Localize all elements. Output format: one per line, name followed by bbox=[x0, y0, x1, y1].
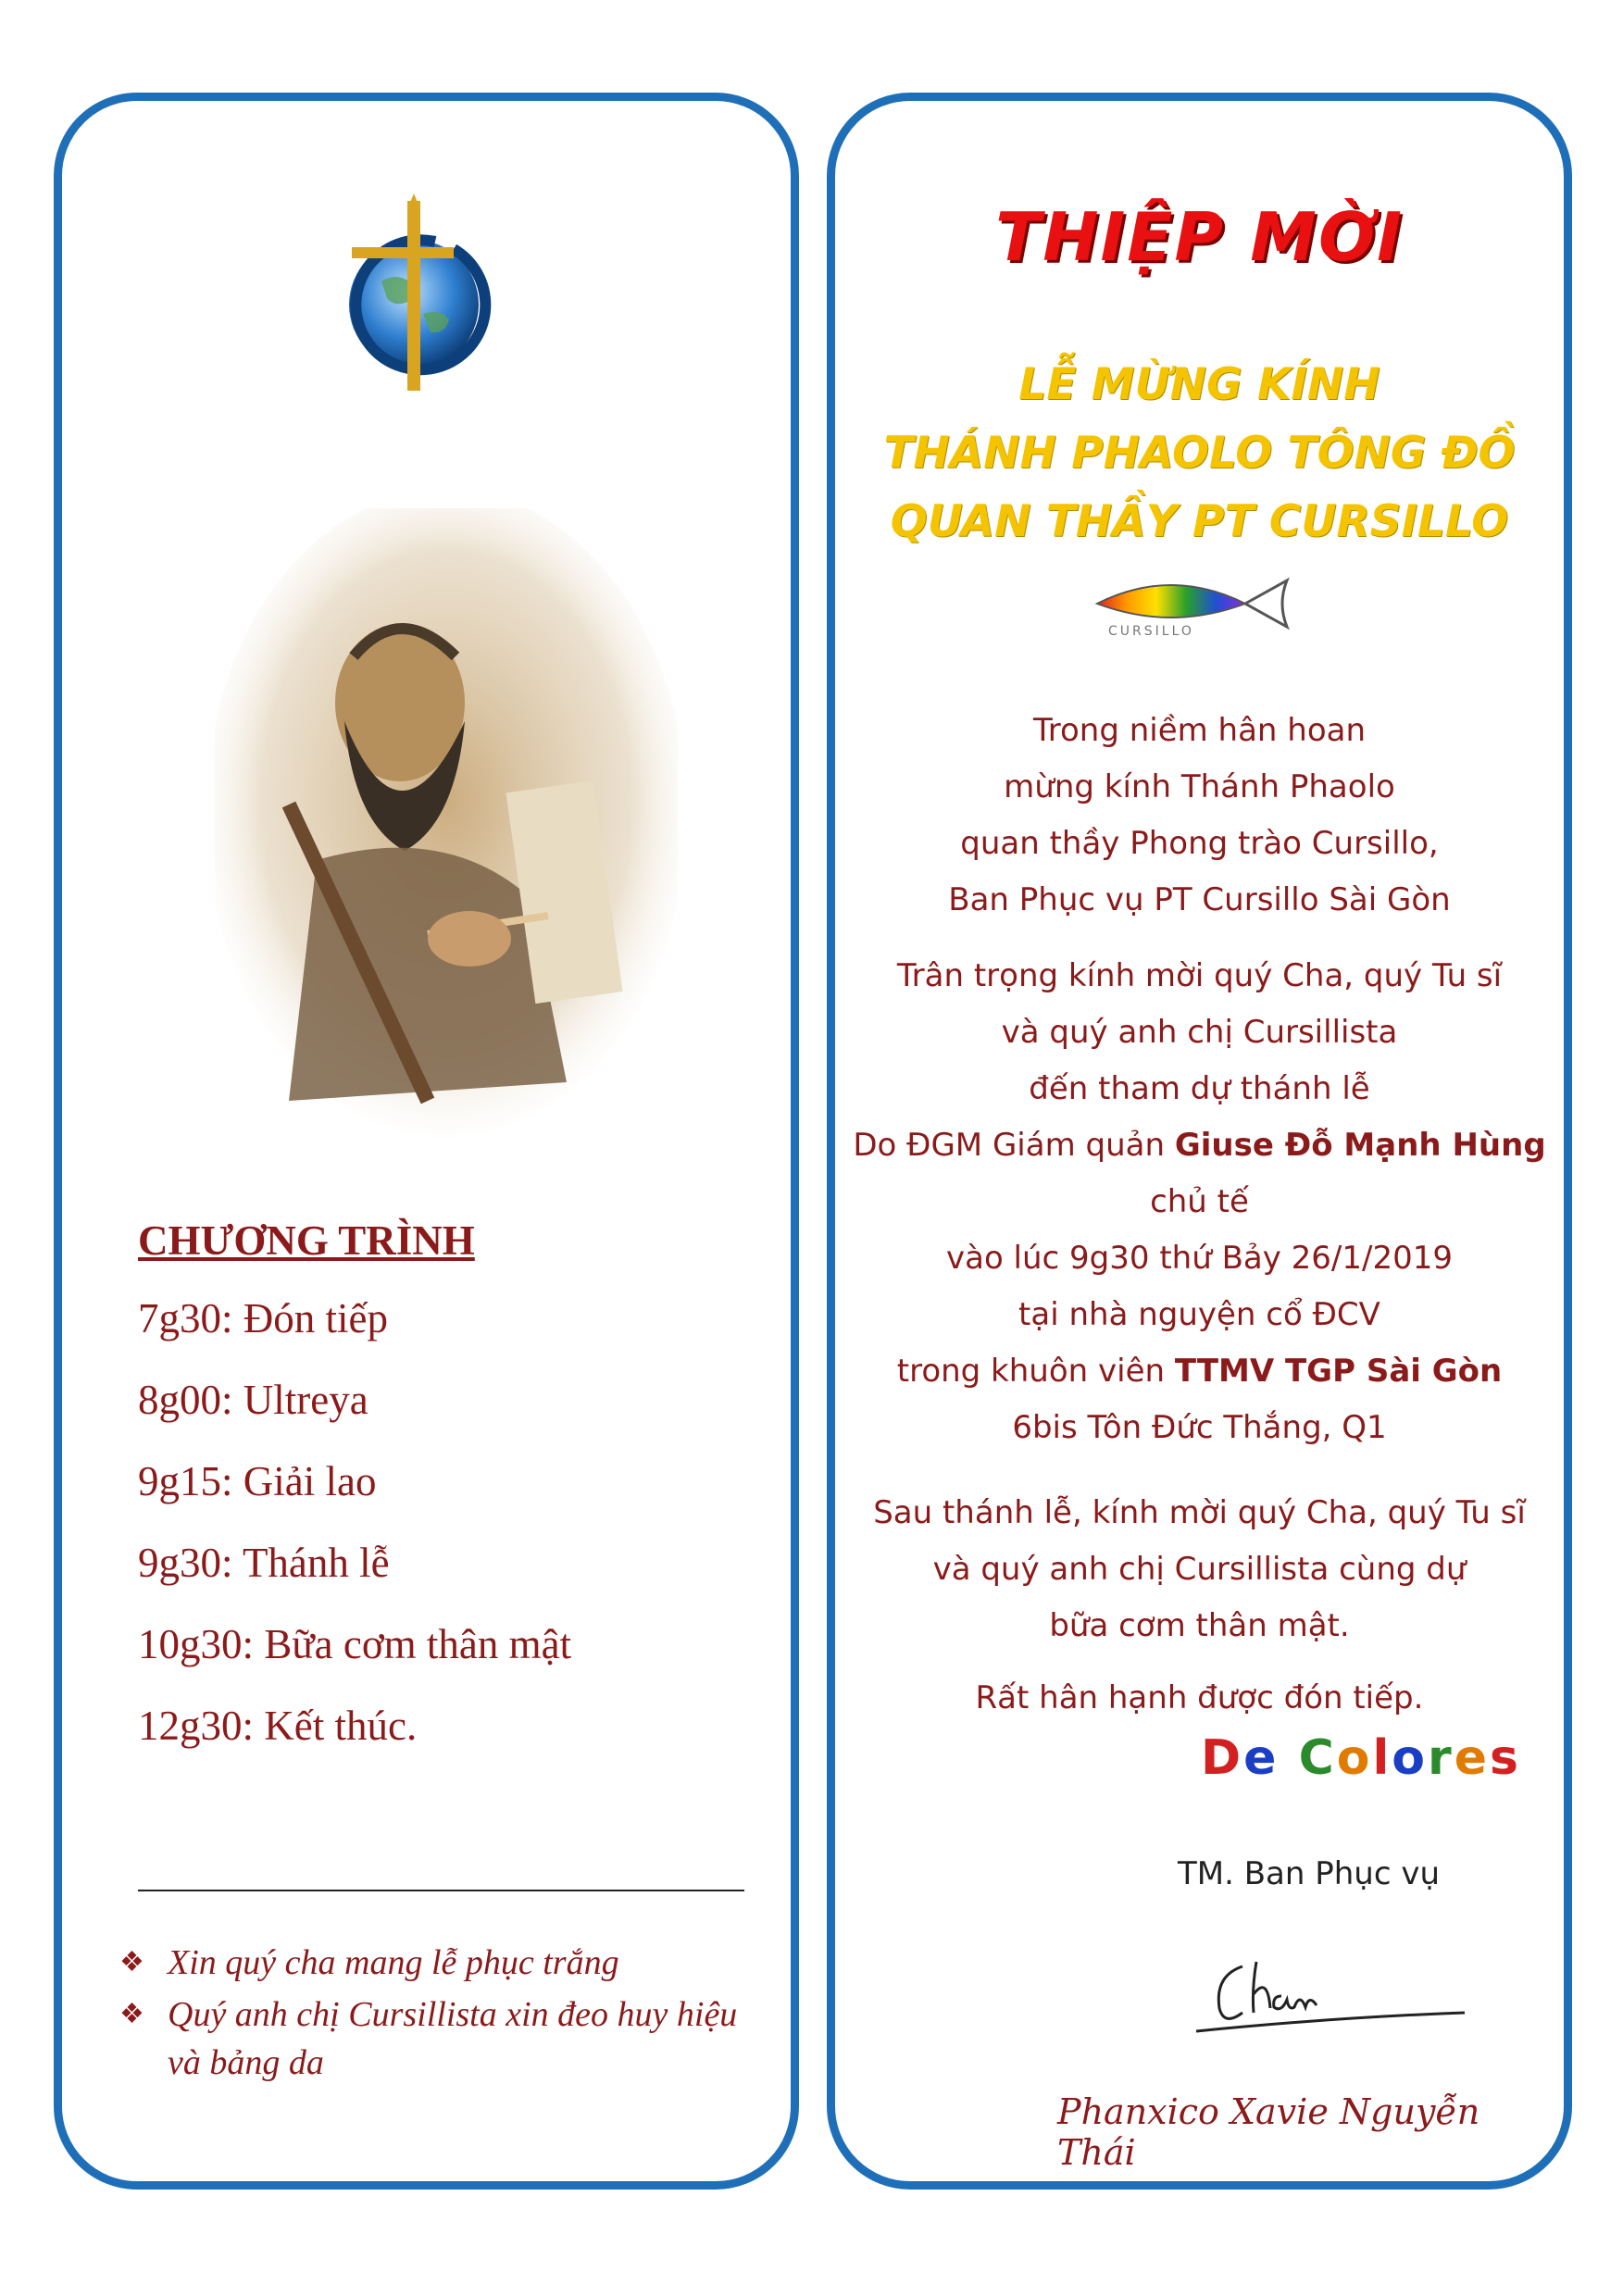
text-line: Ban Phục vụ PT Cursillo Sài Gòn bbox=[948, 881, 1451, 918]
text-line: Sau thánh lễ, kính mời quý Cha, quý Tu sĩ bbox=[873, 1494, 1526, 1531]
note-text: Xin quý cha mang lễ phục trắng bbox=[168, 1943, 619, 1982]
de-colores-letter: s bbox=[1489, 1730, 1521, 1786]
cross-globe-logo-icon bbox=[335, 193, 493, 397]
feast-line: QUAN THẦY PT CURSILLO bbox=[890, 496, 1509, 547]
de-colores-letter: o bbox=[1336, 1730, 1373, 1786]
intro-paragraph bbox=[835, 703, 1564, 929]
text-line: mừng kính Thánh Phaolo bbox=[1004, 768, 1395, 805]
text-line: đến tham dự thánh lễ bbox=[1029, 1070, 1370, 1107]
de-colores-letter: C bbox=[1298, 1730, 1337, 1786]
handwritten-signature bbox=[1178, 1939, 1474, 2050]
program-item: 9g15: Giải lao bbox=[138, 1458, 377, 1504]
diamond-bullet-icon: ❖ bbox=[119, 1999, 144, 2029]
celebrant-name: Giuse Đỗ Mạnh Hùng bbox=[1174, 1127, 1546, 1164]
text-line: bữa cơm thân mật. bbox=[1049, 1607, 1350, 1644]
invitation-paragraph bbox=[835, 948, 1564, 1456]
text-line: và quý anh chị Cursillista bbox=[1001, 1014, 1398, 1051]
de-colores-text bbox=[1201, 1730, 1521, 1786]
note-item bbox=[119, 1990, 749, 2087]
invitation-title: THIỆP MỜI bbox=[995, 198, 1404, 276]
notes-list bbox=[119, 1939, 749, 2090]
program-title: CHƯƠNG TRÌNH bbox=[138, 1217, 475, 1264]
invitation-card bbox=[827, 93, 1572, 2190]
de-colores-letter: l bbox=[1372, 1730, 1392, 1786]
note-text: Quý anh chị Cursillista xin đeo huy hiệu và bảng da bbox=[168, 1995, 738, 2082]
de-colores-letter: r bbox=[1428, 1730, 1454, 1786]
address: 6bis Tôn Đức Thắng, Q1 bbox=[1012, 1409, 1387, 1446]
venue-name: TTMV TGP Sài Gòn bbox=[1174, 1353, 1503, 1390]
text-line: Rất hân hạnh được đón tiếp. bbox=[975, 1679, 1424, 1716]
de-colores-letter bbox=[1279, 1730, 1298, 1786]
text-segment: trong khuôn viên bbox=[896, 1353, 1175, 1390]
text-line bbox=[835, 1343, 1564, 1400]
program-list bbox=[138, 1291, 571, 1779]
saint-paul-portrait bbox=[215, 508, 678, 1138]
fish-logo-text: CURSILLO bbox=[1108, 624, 1194, 639]
feast-line: LỄ MỪNG KÍNH bbox=[1018, 359, 1380, 410]
signing-organization: TM. Ban Phục vụ bbox=[1178, 1855, 1441, 1892]
text-line: Trong niềm hân hoan bbox=[1032, 712, 1367, 749]
feast-heading bbox=[835, 351, 1564, 556]
de-colores-letter: e bbox=[1454, 1730, 1490, 1786]
de-colores-letter: o bbox=[1392, 1730, 1429, 1786]
program-card bbox=[54, 93, 799, 2190]
program-item: 7g30: Đón tiếp bbox=[138, 1295, 388, 1341]
text-line: tại nhà nguyện cổ ĐCV bbox=[1018, 1296, 1380, 1333]
program-item: 8g00: Ultreya bbox=[138, 1377, 368, 1423]
program-item: 12g30: Kết thúc. bbox=[138, 1703, 418, 1749]
event-time: vào lúc 9g30 thứ Bảy 26/1/2019 bbox=[945, 1240, 1453, 1277]
text-segment: Do ĐGM Giám quản bbox=[853, 1127, 1175, 1164]
text-line: Trân trọng kính mời quý Cha, quý Tu sĩ bbox=[896, 957, 1503, 994]
cursillo-fish-logo-icon bbox=[1090, 568, 1303, 643]
text-line: chủ tế bbox=[1150, 1183, 1249, 1220]
de-colores-letter: D bbox=[1201, 1730, 1244, 1786]
meal-paragraph bbox=[835, 1485, 1564, 1654]
program-item: 9g30: Thánh lễ bbox=[138, 1540, 390, 1586]
text-line: quan thầy Phong trào Cursillo, bbox=[960, 825, 1439, 862]
feast-line: THÁNH PHAOLO TÔNG ĐỒ bbox=[883, 428, 1516, 479]
program-item: 10g30: Bữa cơm thân mật bbox=[138, 1621, 572, 1667]
de-colores-letter: e bbox=[1243, 1730, 1280, 1786]
note-item bbox=[119, 1939, 749, 1987]
closing-line bbox=[835, 1670, 1564, 1727]
text-line: và quý anh chị Cursillista cùng dự bbox=[932, 1551, 1467, 1588]
text-line bbox=[835, 1117, 1564, 1174]
divider bbox=[138, 1890, 744, 1891]
diamond-bullet-icon: ❖ bbox=[119, 1947, 144, 1978]
signer-name: Phanxico Xavie Nguyễn Thái bbox=[1057, 2091, 1480, 2173]
